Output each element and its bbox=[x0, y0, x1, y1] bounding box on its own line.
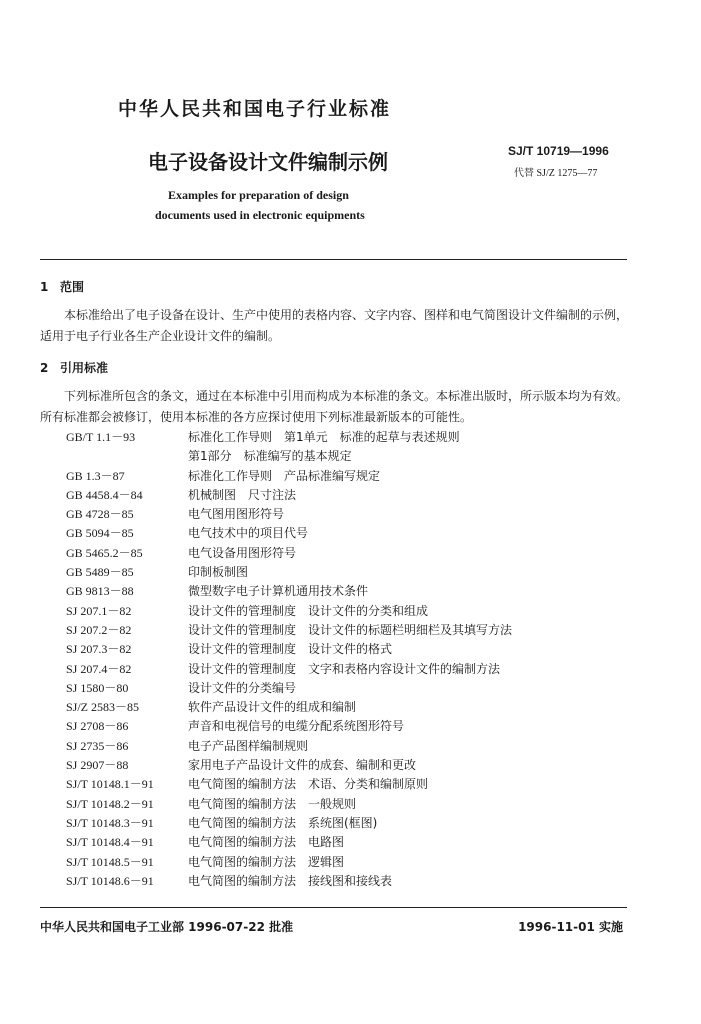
section2-body: 下列标准所包含的条文，通过在本标准中引用而构成为本标准的条文。本标准出版时，所示版本均为有效。所有标准都会被修订，使用本标准的各方应探讨使用下列标准最新版本的可能性。 bbox=[40, 389, 629, 424]
reference-code: SJ 207.4－82 bbox=[66, 661, 132, 676]
reference-code: SJ/T 10148.2－91 bbox=[66, 796, 154, 811]
reference-code: SJ 2708－86 bbox=[66, 719, 129, 734]
reference-title: 电气简图的编制方法 电路图 bbox=[188, 835, 345, 850]
reference-title: 标准化工作导则 产品标准编写规定 bbox=[188, 468, 381, 483]
reference-code: GB/T 1.1－93 bbox=[66, 430, 136, 444]
reference-title: 设计文件的管理制度 设计文件的格式 bbox=[188, 642, 393, 657]
reference-code: SJ/T 10148.1－91 bbox=[66, 777, 154, 792]
reference-code: SJ/T 10148.3－91 bbox=[66, 815, 154, 830]
section1-number: 1 bbox=[40, 280, 49, 294]
english-title-line1: Examples for preparation of design bbox=[168, 188, 349, 202]
reference-code: GB 5465.2－85 bbox=[66, 545, 143, 560]
reference-title: 设计文件的分类编号 bbox=[188, 680, 297, 695]
english-title-line2: documents used in electronic equipments bbox=[155, 208, 365, 222]
reference-code: SJ/T 10148.5－91 bbox=[66, 854, 154, 869]
reference-code: SJ 207.2－82 bbox=[66, 622, 132, 637]
reference-code: GB 1.3－87 bbox=[66, 468, 125, 483]
section1-heading bbox=[40, 278, 84, 295]
reference-code: SJ 1580－80 bbox=[66, 680, 129, 695]
document-title: 电子设备设计文件编制示例 bbox=[148, 150, 388, 174]
reference-title: 印制板制图 bbox=[188, 565, 249, 580]
reference-title: 机械制图 尺寸注法 bbox=[188, 487, 297, 502]
reference-code: GB 5094－85 bbox=[66, 526, 134, 541]
reference-title: 家用电子产品设计文件的成套、编制和更改 bbox=[188, 758, 417, 773]
reference-title: 电气设备用图形符号 bbox=[188, 545, 297, 560]
reference-code: SJ/Z 2583－85 bbox=[66, 700, 140, 715]
reference-title: 电气图用图形符号 bbox=[188, 507, 285, 522]
standard-code: SJ/T 10719—1996 bbox=[508, 144, 609, 158]
reference-code: GB 4458.4－84 bbox=[66, 487, 143, 502]
reference-code: SJ 2735－86 bbox=[66, 738, 129, 753]
standard-category-heading: 中华人民共和国电子行业标准 bbox=[118, 98, 392, 120]
reference-title: 设计文件的管理制度 文字和表格内容设计文件的编制方法 bbox=[188, 661, 501, 676]
reference-code: GB 9813－88 bbox=[66, 584, 134, 599]
implementation-date: 1996-11-01 实施 bbox=[518, 920, 623, 934]
reference-title: 电气简图的编制方法 逻辑图 bbox=[188, 854, 345, 869]
reference-title: 微型数字电子计算机通用技术条件 bbox=[188, 584, 369, 599]
footer-divider bbox=[40, 907, 627, 908]
replaces-note: 代替 SJ/Z 1275—77 bbox=[514, 168, 598, 179]
reference-title: 软件产品设计文件的组成和编制 bbox=[188, 700, 357, 715]
reference-code: SJ 207.3－82 bbox=[66, 642, 132, 657]
reference-title: 标准化工作导则 第1单元 标准的起草与表述规则 bbox=[188, 430, 460, 444]
header-divider bbox=[40, 259, 627, 260]
section1-body: 本标准给出了电子设备在设计、生产中使用的表格内容、文字内容、图样和电气简图设计文件编制的示例，适用于电子行业各生产企业设计文件的编制。 bbox=[40, 308, 629, 343]
section2-heading bbox=[40, 359, 108, 376]
reference-code: SJ 207.1－82 bbox=[66, 603, 132, 618]
reference-title: 设计文件的管理制度 设计文件的分类和组成 bbox=[188, 603, 429, 618]
reference-title: 声音和电视信号的电缆分配系统图形符号 bbox=[188, 719, 405, 734]
approval-note: 中华人民共和国电子工业部 1996-07-22 批准 bbox=[40, 920, 294, 934]
reference-title: 电气技术中的项目代号 bbox=[188, 526, 309, 541]
reference-title: 第1部分 标准编写的基本规定 bbox=[188, 449, 352, 464]
section1-title: 范围 bbox=[60, 280, 85, 294]
reference-title: 电气简图的编制方法 系统图(框图) bbox=[188, 815, 378, 830]
reference-code: SJ/T 10148.4－91 bbox=[66, 835, 154, 850]
reference-title: 电气简图的编制方法 接线图和接线表 bbox=[188, 873, 393, 888]
reference-title: 电气简图的编制方法 术语、分类和编制原则 bbox=[188, 777, 429, 792]
section2-title: 引用标准 bbox=[60, 361, 109, 375]
reference-code: SJ 2907－88 bbox=[66, 758, 129, 773]
reference-title: 电子产品图样编制规则 bbox=[188, 738, 309, 753]
reference-code: SJ/T 10148.6－91 bbox=[66, 873, 154, 888]
section2-number: 2 bbox=[40, 361, 49, 375]
reference-code: GB 4728－85 bbox=[66, 507, 134, 522]
reference-code: GB 5489－85 bbox=[66, 565, 134, 580]
reference-title: 设计文件的管理制度 设计文件的标题栏明细栏及其填写方法 bbox=[188, 622, 513, 637]
reference-title: 电气简图的编制方法 一般规则 bbox=[188, 796, 357, 811]
